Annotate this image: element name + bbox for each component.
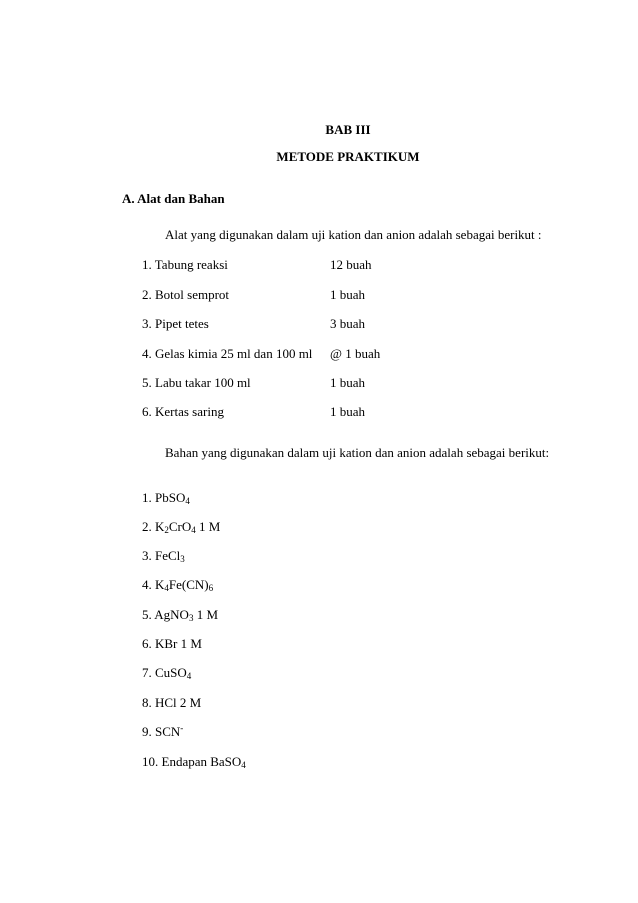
- tool-name: 4. Gelas kimia 25 ml dan 100 ml: [142, 346, 313, 361]
- material-item: 8. HCl 2 M: [142, 695, 202, 710]
- chapter-title: METODE PRAKTIKUM: [276, 149, 420, 164]
- tool-name: 3. Pipet tetes: [142, 316, 209, 331]
- tool-qty: 1 buah: [330, 404, 366, 419]
- material-item: 2. $K_2CrO_4$ 1 M: [142, 519, 221, 535]
- material-item: 6. KBr 1 M: [142, 636, 202, 651]
- tool-name: 1. Tabung reaksi: [142, 257, 228, 272]
- material-item: 5. AgNO$_3$ 1 M: [142, 607, 219, 623]
- tool-qty: @ 1 buah: [330, 346, 381, 361]
- tool-name: 6. Kertas saring: [142, 404, 224, 419]
- materials-intro: Bahan yang digunakan dalam uji kation dan anion adalah sebagai berikut:: [165, 445, 550, 460]
- material-item: 1. PbSO$_4$: [142, 490, 190, 506]
- tool-qty: 1 buah: [330, 375, 366, 390]
- material-item: 10. Endapan BaSO$_4$: [142, 754, 246, 770]
- tool-qty: 1 buah: [330, 287, 366, 302]
- tools-intro: Alat yang digunakan dalam uji kation dan anion adalah sebagai berikut :: [165, 227, 542, 242]
- chapter-number: BAB III: [325, 122, 371, 137]
- section-heading: A. Alat dan Bahan: [122, 191, 225, 206]
- material-item: 3. FeCl$_3$: [142, 548, 185, 564]
- tool-name: 2. Botol semprot: [142, 287, 230, 302]
- tool-qty: 3 buah: [330, 316, 366, 331]
- tool-qty: 12 buah: [330, 257, 372, 272]
- material-item: 4. $K_4Fe(CN)_6$: [142, 577, 214, 593]
- material-item: 9. SCN-: [142, 723, 184, 739]
- material-item: 7. CuSO$_4$: [142, 665, 192, 681]
- tool-name: 5. Labu takar 100 ml: [142, 375, 251, 390]
